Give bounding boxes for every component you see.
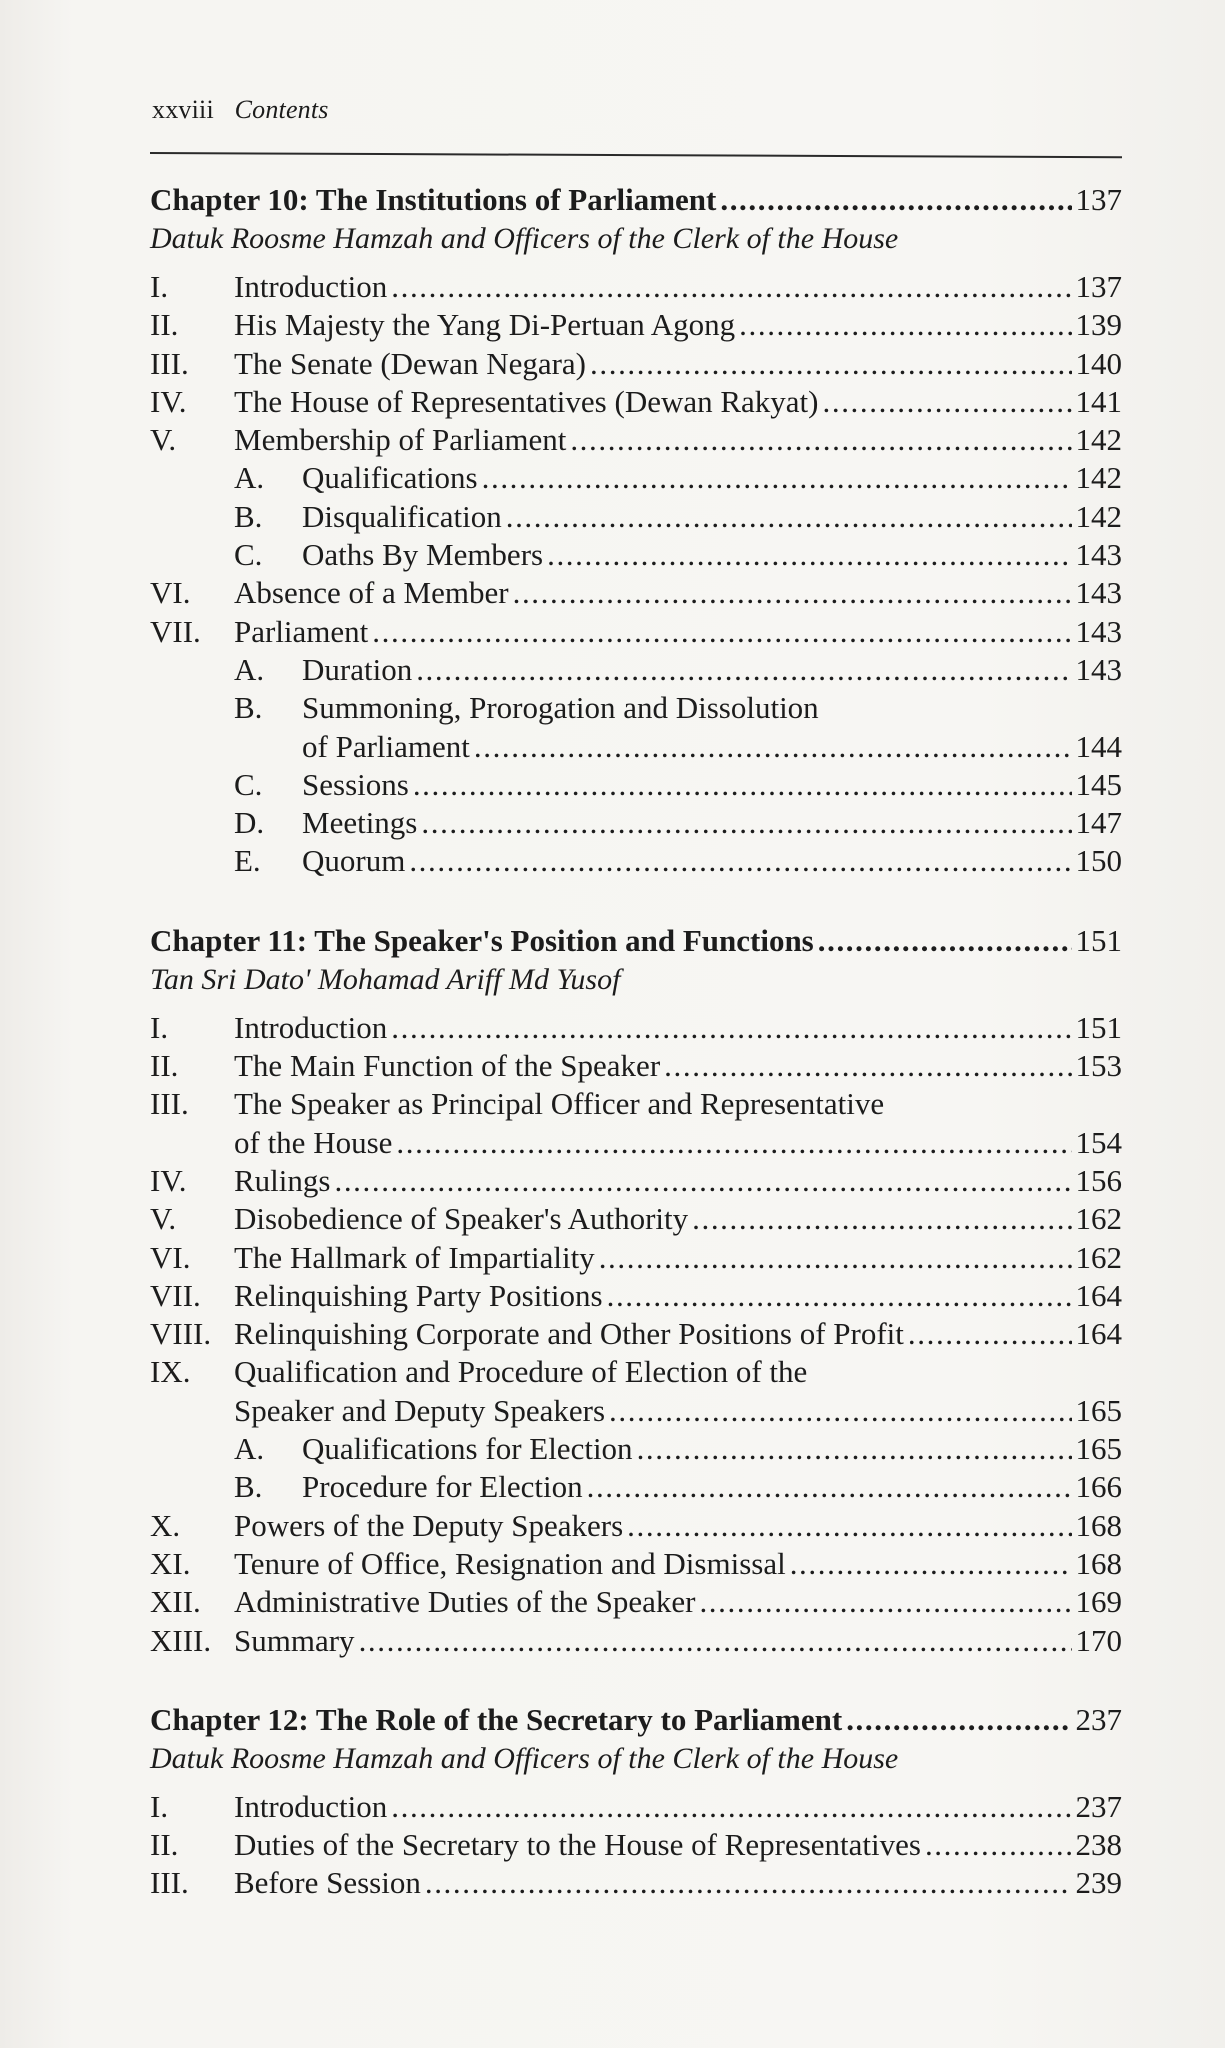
toc-entry [150,1124,1122,1162]
dot-leader [506,498,1072,536]
chapter-title: Chapter 11: The Speaker's Position and Functions [150,922,814,958]
dot-leader [513,574,1072,612]
entry-title: Powers of the Deputy Speakers [234,1507,624,1543]
page-folio: xxviii [152,95,214,124]
entry-numeral: V. [150,422,177,458]
entry-numeral: III. [150,1865,189,1901]
entry-title: Relinquishing Corporate and Other Positions of Profit [234,1316,904,1352]
dot-leader [790,1545,1072,1583]
dot-leader [482,459,1072,497]
entry-title: The Hallmark of Impartiality [234,1239,595,1275]
chapter-title: Chapter 10: The Institutions of Parliament [150,182,717,217]
dot-leader [587,1468,1072,1506]
toc-entry [150,1353,1122,1391]
toc-entry [150,651,1122,689]
entry-page-number: 143 [1075,651,1122,687]
dot-leader [570,421,1071,459]
toc-entry [150,268,1122,306]
entry-numeral: I. [150,1009,169,1045]
entry-title: Summary [234,1622,355,1658]
toc-entry [150,1392,1122,1430]
dot-leader [359,1622,1072,1660]
entry-title: Speaker and Deputy Speakers [234,1392,606,1428]
entry-title: Summoning, Prorogation and Dissolution [302,690,819,726]
entry-page-number: 168 [1075,1545,1122,1581]
chapter-section [150,1700,1122,1903]
entry-title: Administrative Duties of the Speaker [234,1584,696,1620]
entry-numeral: XII. [150,1584,201,1620]
dot-leader [391,1009,1071,1047]
entry-title: His Majesty the Yang Di-Pertuan Agong [234,307,736,343]
entry-numeral: II. [150,1827,179,1863]
chapter-section [150,921,1122,1660]
entry-sub-letter: D. [234,805,265,841]
entry-title: Membership of Parliament [234,422,567,458]
entry-sub-letter: E. [234,843,261,879]
entry-page-number: 237 [1075,1788,1122,1824]
entry-page-number: 147 [1075,805,1122,841]
entry-title: Absence of a Member [234,575,509,611]
toc-entry [150,1162,1122,1200]
entry-title: Qualifications [302,460,478,496]
dot-leader [425,1864,1072,1902]
toc-entry [150,383,1122,421]
entry-title: Meetings [302,805,418,841]
chapter-author: Tan Sri Dato' Mohamad Ariff Md Yusof [150,962,621,996]
toc-entry [150,1583,1122,1621]
chapter-author: Datuk Roosme Hamzah and Officers of the Clerk of the House [150,222,899,255]
toc-entry [150,1468,1122,1506]
toc-entry [150,345,1122,383]
running-header [152,95,329,125]
dot-leader [334,1162,1071,1200]
dot-leader [396,1124,1071,1162]
entry-title: Qualification and Procedure of Election of the [234,1354,808,1390]
entry-numeral: IV. [150,383,187,419]
entry-numeral: VII. [150,613,201,649]
dot-leader [692,1200,1071,1238]
entry-page-number: 140 [1075,345,1122,381]
dot-leader [474,728,1072,766]
entry-sub-letter: C. [234,766,263,802]
dot-leader [739,306,1071,344]
dot-leader [664,1047,1071,1085]
entry-sub-letter: A. [234,651,265,687]
entry-page-number: 145 [1075,766,1122,802]
entry-page-number: 165 [1075,1392,1122,1428]
entry-page-number: 170 [1075,1622,1122,1658]
dot-leader [391,268,1071,306]
toc-entry [150,1315,1122,1353]
entry-title: Disqualification [302,498,502,534]
toc-entry [150,306,1122,344]
entry-page-number: 141 [1075,383,1122,419]
entry-numeral: VIII. [150,1316,212,1352]
entry-title: Introduction [234,269,388,304]
entry-numeral: II. [150,307,179,343]
toc-entry [150,689,1122,727]
chapter-page-number: 237 [1075,1701,1122,1737]
entry-page-number: 143 [1075,613,1122,649]
entry-title: Oaths By Members [302,537,544,573]
chapter-title-row [150,921,1122,961]
entry-numeral: IV. [150,1162,187,1198]
toc-entry [150,1200,1122,1238]
entry-page-number: 156 [1075,1162,1122,1198]
entry-numeral: VI. [150,1239,191,1275]
table-of-contents [150,180,1122,1943]
chapter-title-row [150,180,1122,220]
toc-entry [150,1009,1122,1047]
chapter-page-number: 151 [1075,922,1122,958]
toc-entry [150,728,1122,766]
entry-page-number: 137 [1075,269,1122,304]
dot-leader [823,383,1072,421]
dot-leader [599,1239,1072,1277]
entry-page-number: 166 [1075,1469,1122,1505]
entry-page-number: 162 [1075,1201,1122,1237]
dot-leader [547,536,1071,574]
chapter-page-number: 137 [1075,182,1122,217]
entry-title: Procedure for Election [302,1469,583,1505]
entry-title: Duration [302,651,413,687]
entry-title: Parliament [234,613,369,649]
dot-leader [637,1430,1072,1468]
entry-title: The House of Representatives (Dewan Rakyat) [234,383,819,419]
entry-page-number: 165 [1075,1431,1122,1467]
entry-numeral: IX. [150,1354,191,1390]
entry-title: of the House [234,1124,393,1160]
entry-sub-letter: A. [234,1431,265,1467]
toc-entry [150,1507,1122,1545]
toc-entry [150,804,1122,842]
toc-entry [150,459,1122,497]
toc-entry [150,498,1122,536]
entry-sub-letter: A. [234,460,265,496]
entry-sub-letter: B. [234,1469,263,1505]
toc-entry [150,1277,1122,1315]
dot-leader [908,1315,1072,1353]
entry-numeral: VII. [150,1277,201,1313]
chapter-title-row [150,1700,1122,1740]
entry-numeral: III. [150,1086,189,1122]
toc-entry [150,574,1122,612]
dot-leader [720,180,1071,220]
entry-page-number: 150 [1075,843,1122,879]
entry-page-number: 164 [1075,1316,1122,1352]
entry-title: Disobedience of Speaker's Authority [234,1201,689,1237]
entry-sub-letter: B. [234,690,263,726]
entry-title: Qualifications for Election [302,1431,633,1467]
toc-entry [150,1622,1122,1660]
entry-page-number: 144 [1075,728,1122,764]
entry-title: Tenure of Office, Resignation and Dismissal [234,1545,786,1581]
dot-leader [846,1700,1071,1740]
dot-leader [409,842,1071,880]
entry-numeral: XI. [150,1545,191,1581]
toc-entry [150,1545,1122,1583]
entry-title: Relinquishing Party Positions [234,1277,603,1313]
chapter-author: Datuk Roosme Hamzah and Officers of the Clerk of the House [150,1741,899,1775]
entry-title: Duties of the Secretary to the House of Representatives [234,1827,921,1863]
toc-entry [150,1788,1122,1826]
entry-page-number: 143 [1075,537,1122,573]
entry-page-number: 151 [1075,1009,1122,1045]
entry-page-number: 153 [1075,1048,1122,1084]
entry-title: The Speaker as Principal Officer and Representative [234,1086,885,1122]
dot-leader [699,1583,1071,1621]
entry-sub-letter: B. [234,498,263,534]
entry-title: Introduction [234,1788,388,1824]
entry-page-number: 139 [1075,307,1122,343]
entry-numeral: X. [150,1507,181,1543]
entry-page-number: 143 [1075,575,1122,611]
entry-numeral: XIII. [150,1622,212,1658]
entry-title: The Main Function of the Speaker [234,1048,661,1084]
dot-leader [607,1277,1072,1315]
toc-entry [150,1239,1122,1277]
chapter-section [150,180,1122,881]
entry-title: Rulings [234,1162,331,1198]
entry-numeral: III. [150,345,189,381]
chapter-title: Chapter 12: The Role of the Secretary to Parliament [150,1701,843,1737]
toc-entry [150,1430,1122,1468]
entry-page-number: 164 [1075,1277,1122,1313]
entry-numeral: VI. [150,575,191,611]
entry-page-number: 142 [1075,498,1122,534]
toc-entry [150,842,1122,880]
entry-page-number: 154 [1075,1124,1122,1160]
dot-leader [413,766,1072,804]
entry-title: of Parliament [302,728,470,764]
entry-page-number: 142 [1075,460,1122,496]
toc-entry [150,1826,1122,1864]
toc-entry [150,421,1122,459]
dot-leader [391,1788,1071,1826]
entry-page-number: 168 [1075,1507,1122,1543]
dot-leader [818,921,1072,961]
toc-entry [150,1047,1122,1085]
toc-entry [150,766,1122,804]
running-head-title: Contents [234,95,329,124]
header-rule [150,152,1122,158]
entry-numeral: I. [150,1788,169,1824]
dot-leader [590,345,1071,383]
entry-page-number: 142 [1075,422,1122,458]
toc-entry [150,613,1122,651]
entry-page-number: 239 [1075,1865,1122,1901]
toc-entry [150,1085,1122,1123]
dot-leader [372,613,1071,651]
entry-page-number: 169 [1075,1584,1122,1620]
toc-entry [150,1864,1122,1902]
entry-numeral: II. [150,1048,179,1084]
entry-title: Before Session [234,1865,421,1901]
entry-numeral: V. [150,1201,177,1237]
dot-leader [421,804,1071,842]
dot-leader [925,1826,1072,1864]
entry-title: Quorum [302,843,406,879]
toc-entry [150,536,1122,574]
entry-title: Sessions [302,766,409,802]
dot-leader [609,1392,1071,1430]
dot-leader [627,1507,1071,1545]
entry-sub-letter: C. [234,537,263,573]
dot-leader [416,651,1071,689]
entry-numeral: I. [150,269,169,304]
entry-title: Introduction [234,1009,388,1045]
entry-title: The Senate (Dewan Negara) [234,345,587,381]
entry-page-number: 238 [1075,1827,1122,1863]
entry-page-number: 162 [1075,1239,1122,1275]
